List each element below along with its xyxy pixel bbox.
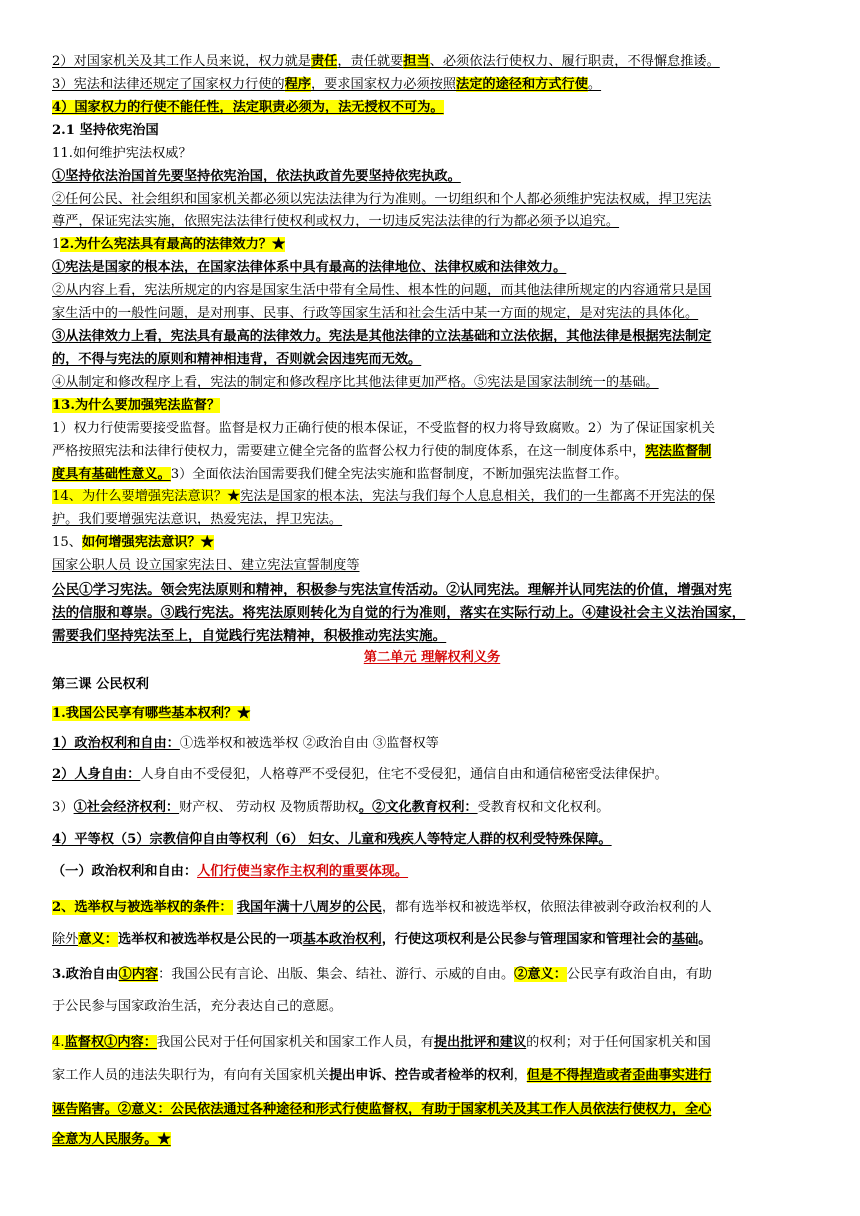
text-run: 3）全面依法治国需要我们健全宪法实施和监督制度，不断加强宪法监督工作。 — [170, 467, 628, 482]
text-line — [52, 510, 342, 530]
text-line — [52, 580, 732, 600]
text-run: 4）平等权（5）宗教信仰自由等权利（6） 妇女、儿童和残疾人等特定人群的权利受特殊保障。 — [52, 832, 612, 847]
text-run: 1）政治权利和自由： — [52, 736, 180, 751]
text-line — [52, 167, 461, 187]
text-run: 于公民参与国家政治生活，充分表达自己的意愿。 — [52, 999, 343, 1014]
text-line — [52, 898, 712, 918]
text-line — [52, 734, 439, 754]
text-run: 家工作人员的违法失职行为，有向有关国家机关 — [52, 1068, 329, 1083]
text-run: 基本政治权利 — [302, 932, 382, 947]
subsection-heading — [52, 862, 408, 882]
text-run: 基础 — [671, 932, 699, 947]
text-run: ②任何公民、社会组织和国家机关都必须以宪法法律为行为准则。一切组织和个人都必须维护宪法权威，捍卫宪法 — [52, 192, 712, 207]
text-run: 尊严，保证宪法实施，依照宪法法律行使权利或权力，一切违反宪法法律的行为都必须予以追究。 — [52, 214, 620, 229]
text-run: 1）权力行使需要接受监督。监督是权力正确行使的根本保证，不受监督的权力将导致腐败。2）为了保证国家机关 — [52, 421, 715, 436]
text-run: ，都有选举权和被选举权，依照法律被剥夺政治权利的人 — [381, 900, 712, 915]
text-run: ②意义： — [514, 967, 567, 982]
text-run: 第三课 公民权利 — [52, 677, 149, 692]
text-run: 13.为什么要加强宪法监督？ — [52, 398, 221, 413]
text-line — [52, 212, 619, 232]
text-run: ：我国公民有言论、出版、集会、结社、游行、示威的自由。 — [158, 967, 515, 982]
question-heading — [52, 704, 250, 724]
text-run: ，责任就要 — [337, 54, 404, 69]
text-run: 14、为什么要增强宪法意识？★ — [52, 489, 241, 504]
text-run: 受教育权和文化权利。 — [477, 800, 610, 815]
text-run: 除外 — [52, 932, 79, 947]
text-run: 责任 — [310, 54, 338, 69]
text-run: 2.1 坚持依宪治国 — [52, 123, 159, 138]
text-line — [52, 75, 601, 95]
text-run: ， — [513, 1068, 527, 1083]
text-run: 严格按照宪法和法律行使权力，需要建立健全完备的监督公权力行使的制度体系，在这一制度体系中， — [52, 444, 646, 459]
text-run: 担当 — [403, 54, 430, 69]
text-line — [52, 603, 745, 623]
text-run: ，行使这项权利是公民参与管理国家和管理社会的 — [381, 932, 672, 947]
text-run: 财产权、 劳动权 及物质帮助权 — [179, 800, 359, 815]
text-line — [52, 190, 711, 210]
text-run: 2.为什么宪法具有最高的法律效力？★ — [60, 237, 286, 252]
text-line — [52, 830, 612, 850]
text-run: 护。我们要增强宪法意识，热爱宪法，捍卫宪法。 — [52, 512, 343, 527]
text-run: 4）国家权力的行使不能任性，法定职责必须为，法无授权不可为。 — [52, 100, 444, 115]
text-line — [52, 304, 698, 324]
text-run: 人们行使当家作主权利的重要体现。 — [197, 864, 409, 879]
text-run: 选举权和被选举权是公民的一项 — [117, 932, 303, 947]
text-run: 的，不得与宪法的原则和精神相违背，否则就会因违宪而无效。 — [52, 352, 422, 367]
text-run: 3）宪法和法律还规定了国家权力行使的 — [52, 77, 285, 92]
text-run: 。 — [587, 77, 602, 92]
text-run: ，要求国家权力必须按照 — [310, 77, 457, 92]
text-line — [52, 1033, 711, 1053]
text-run: 程序 — [284, 77, 311, 92]
text-line — [52, 465, 627, 485]
text-line — [52, 1100, 711, 1120]
text-line — [52, 373, 659, 393]
text-run: 批评和建议 — [460, 1035, 527, 1050]
text-line — [52, 930, 711, 950]
text-run: 提出申诉、控告或者检举的权利 — [328, 1068, 514, 1083]
text-run: 法的信服和尊崇。③践行宪法。将宪法原则转化为自觉的行为准则，落实在实际行动上。④建设社会主义法治国家， — [52, 605, 746, 621]
text-line — [52, 798, 609, 818]
text-run: 监督权①内容： — [64, 1035, 157, 1050]
text-run: ①宪法是国家的根本法，在国家法律体系中具有最高的法律地位、法律权威和法律效力。 — [52, 260, 567, 275]
text-run: ④从制定和修改程序上看，宪法的制定和修改程序比其他法律更加严格。⑤宪法是国家法制统一的基础。 — [52, 375, 659, 390]
text-line — [52, 765, 668, 785]
text-line — [52, 350, 421, 370]
text-line — [52, 997, 342, 1017]
text-line — [52, 556, 360, 576]
text-run: 家生活中的一般性问题，是对刑事、民事、行政等国家生活和社会生活中某一方面的规定，是对宪法的具体化。 — [52, 306, 699, 321]
text-line — [52, 1130, 171, 1150]
question-heading — [52, 235, 285, 255]
text-line — [52, 98, 444, 118]
lesson-title — [52, 675, 149, 695]
text-run: 如何增强宪法意识？★ — [81, 535, 214, 550]
text-run: 2、选举权与被选举权的条件： — [52, 900, 233, 915]
text-run: ③从法律效力上看，宪法具有最高的法律效力。宪法是其他法律的立法基础和立法依据，其他法律是根据宪法制定 — [52, 329, 712, 344]
text-line — [52, 281, 711, 301]
text-run: 15、 — [52, 535, 82, 550]
text-run: 。②文化教育权利： — [358, 800, 478, 815]
text-run: 宪法是国家的根本法，宪法与我们每个人息息相关，我们的一生都离不开宪法的保 — [240, 489, 715, 504]
text-run: 2）人身自由： — [52, 767, 141, 782]
text-run: ①选举权和被选举权 ②政治自由 ③监督权等 — [179, 736, 439, 751]
text-line — [52, 419, 715, 439]
text-run: 我国公民对于任何国家机关和国家工作人员，有 — [156, 1035, 434, 1050]
text-line — [52, 442, 711, 462]
text-run: 但是不得捏造或者歪曲事实进行 — [526, 1068, 712, 1083]
text-run: 需要我们坚持宪法至上，自觉践行宪法精神，积极推动宪法实施。 — [52, 628, 447, 644]
text-line — [52, 52, 720, 72]
text-run: 2）对国家机关及其工作人员来说，权力就是 — [52, 54, 311, 69]
text-run: 人身自由不受侵犯，人格尊严不受侵犯，住宅不受侵犯，通信自由和通信秘密受法律保护。 — [140, 767, 668, 782]
text-run: 全意为人民服务。★ — [52, 1132, 171, 1147]
text-run: ②从内容上看，宪法所规定的内容是国家生活中带有全局性、根本性的问题，而其他法律所规定的内容通常只是国 — [52, 283, 712, 298]
question-heading — [52, 487, 715, 507]
text-run: 3） — [52, 800, 74, 815]
text-run: 我国年满十八周岁的公民 — [236, 900, 382, 915]
text-run: 诬告陷害。②意义：公民依法通过各种途径和形式行使监督权，有助于国家机关及其工作人员依法行使权力，全心 — [52, 1102, 712, 1117]
text-run: 。 — [698, 932, 712, 947]
question-heading — [52, 144, 192, 164]
text-run: 的权利；对于任何国家机关和国 — [526, 1035, 711, 1050]
question-heading — [52, 396, 220, 416]
text-run: 提出 — [433, 1035, 461, 1050]
text-run: 度具有基础性意义。 — [52, 467, 171, 482]
text-run: 4. — [52, 1035, 65, 1050]
text-run: 法定的途径和方式行使 — [456, 77, 588, 92]
text-run: （一）政治权利和自由： — [52, 864, 198, 879]
text-run: 意义： — [78, 932, 118, 947]
question-heading — [52, 533, 214, 553]
text-run: 3.政治自由 — [52, 967, 119, 982]
text-run: ①坚持依法治国首先要坚持依宪治国，依法执政首先要坚持依宪执政。 — [52, 169, 461, 184]
text-run: 宪法监督制 — [645, 444, 712, 459]
text-line — [52, 258, 566, 278]
text-run: 国家公职人员 设立国家宪法日、建立宪法宣誓制度等 — [52, 558, 360, 573]
text-line — [52, 1066, 711, 1086]
text-run: 第二单元 理解权利义务 — [363, 650, 501, 665]
text-run: 11.如何维护宪法权威？ — [52, 146, 192, 161]
text-run: 公民①学习宪法。领会宪法原则和精神，积极参与宪法宣传活动。②认同宪法。理解并认同宪法的价值，增强对宪 — [52, 582, 732, 598]
text-line — [52, 626, 446, 646]
text-run: ①内容 — [118, 967, 159, 982]
text-run: 1.我国公民享有哪些基本权利？★ — [52, 706, 251, 721]
section-heading — [52, 121, 159, 141]
text-run: 、必须依法行使权力、履行职责，不得懈怠推诿。 — [429, 54, 720, 69]
text-run: ①社会经济权利： — [73, 800, 180, 815]
text-line — [52, 327, 711, 347]
text-line — [52, 965, 712, 985]
text-run: 1 — [52, 237, 61, 252]
unit-title — [52, 648, 812, 668]
text-run: 公民享有政治自由，有助 — [566, 967, 712, 982]
